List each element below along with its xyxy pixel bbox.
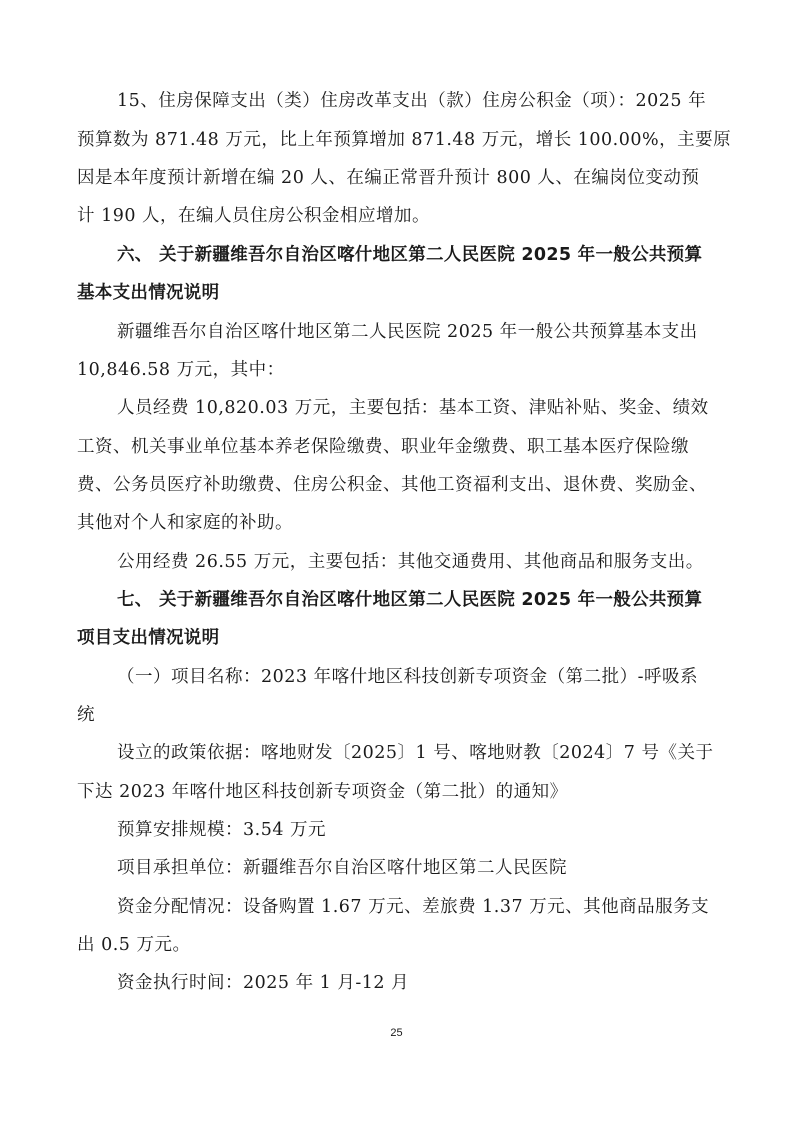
paragraph-housing-fund-line-1: 15、住房保障支出（类）住房改革支出（款）住房公积金（项）：2025 年: [117, 91, 707, 111]
paragraph-housing-fund-line-3: 因是本年度预计新增在编 20 人、在编正常晋升预计 800 人、在编岗位变动预: [77, 168, 700, 188]
paragraph-basic-total-line-2: 10,846.58 万元，其中：: [77, 360, 285, 380]
paragraph-personnel-line-2: 工资、机关事业单位基本养老保险缴费、职业年金缴费、职工基本医疗保险缴: [77, 437, 689, 457]
section-heading-7-line-2: 项目支出情况说明: [77, 628, 220, 648]
paragraph-basic-total-line-1: 新疆维吾尔自治区喀什地区第二人民医院 2025 年一般公共预算基本支出: [117, 322, 698, 342]
section-heading-6-line-1: 六、 关于新疆维吾尔自治区喀什地区第二人民医院 2025 年一般公共预算: [117, 245, 703, 265]
paragraph-policy-basis-line-1: 设立的政策依据：喀地财发〔2025〕1 号、喀地财教〔2024〕7 号《关于: [117, 743, 714, 763]
paragraph-project-name-line-2: 统: [77, 705, 95, 725]
section-heading-7-line-1: 七、 关于新疆维吾尔自治区喀什地区第二人民医院 2025 年一般公共预算: [117, 590, 703, 610]
paragraph-public-expenses: 公用经费 26.55 万元，主要包括：其他交通费用、其他商品和服务支出。: [117, 552, 704, 572]
paragraph-allocation-line-2: 出 0.5 万元。: [77, 935, 191, 955]
paragraph-personnel-line-3: 费、公务员医疗补助缴费、住房公积金、其他工资福利支出、退休费、奖励金、: [77, 475, 707, 495]
section-heading-6-line-2: 基本支出情况说明: [77, 283, 220, 303]
paragraph-personnel-line-1: 人员经费 10,820.03 万元，主要包括：基本工资、津贴补贴、奖金、绩效: [117, 398, 709, 418]
paragraph-undertaking-unit: 项目承担单位：新疆维吾尔自治区喀什地区第二人民医院: [117, 858, 567, 878]
paragraph-housing-fund-line-4: 计 190 人，在编人员住房公积金相应增加。: [77, 206, 431, 226]
paragraph-budget-scale: 预算安排规模：3.54 万元: [117, 820, 327, 840]
paragraph-project-name-line-1: （一）项目名称：2023 年喀什地区科技创新专项资金（第二批）-呼吸系: [117, 667, 699, 687]
paragraph-execution-time: 资金执行时间：2025 年 1 月-12 月: [117, 973, 410, 993]
paragraph-policy-basis-line-2: 下达 2023 年喀什地区科技创新专项资金（第二批）的通知》: [77, 782, 568, 802]
paragraph-allocation-line-1: 资金分配情况：设备购置 1.67 万元、差旅费 1.37 万元、其他商品服务支: [117, 897, 710, 917]
paragraph-personnel-line-4: 其他对个人和家庭的补助。: [77, 513, 293, 533]
page-number: 25: [390, 1027, 403, 1039]
paragraph-housing-fund-line-2: 预算数为 871.48 万元，比上年预算增加 871.48 万元，增长 100.00%，主要原: [77, 130, 732, 150]
